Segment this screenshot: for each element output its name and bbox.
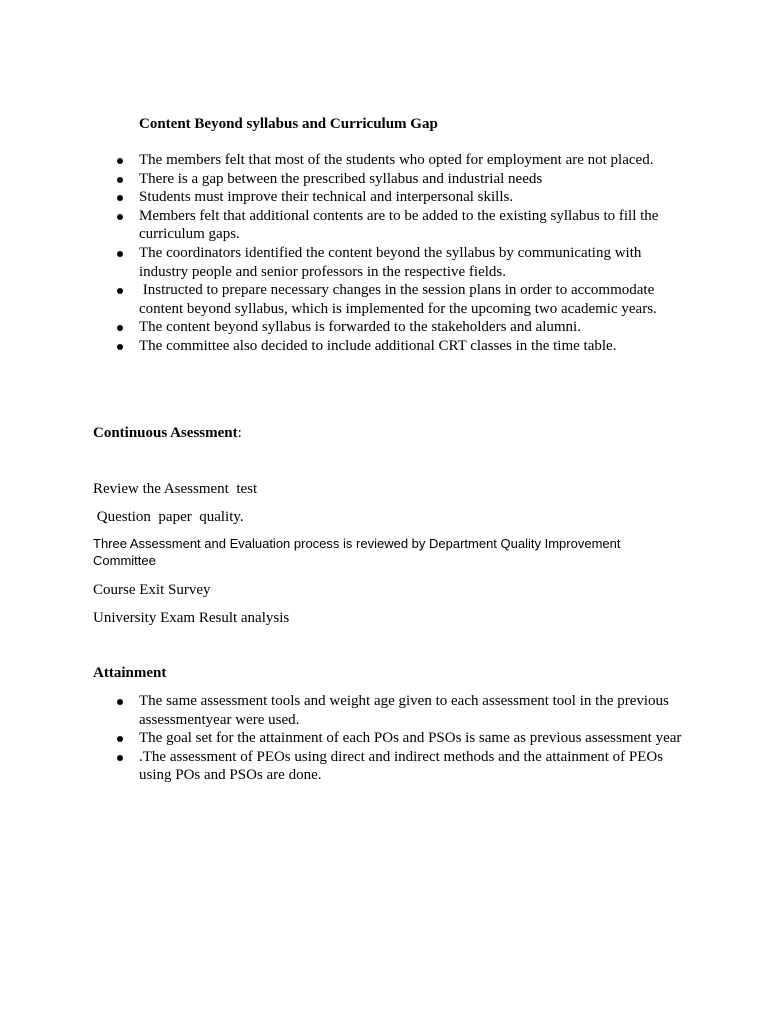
bullet-icon: [117, 214, 123, 220]
bullet-icon: [117, 195, 123, 201]
curriculum-gap-heading: Content Beyond syllabus and Curriculum Gap: [139, 116, 438, 132]
list-item: [139, 170, 684, 189]
bullet-icon: [117, 251, 123, 257]
list-item: [139, 281, 684, 318]
continuous-assessment-heading: [93, 424, 242, 442]
list-item: [139, 244, 684, 281]
continuous-assessment-title: Continuous Asessment: [93, 425, 238, 441]
list-item: [139, 207, 684, 244]
list-item-text: Students must improve their technical and interpersonal skills.: [139, 189, 514, 206]
assessment-line-question-paper: Question paper quality.: [93, 509, 244, 525]
assessment-line-review: Review the Asessment test: [93, 481, 258, 497]
list-item: [139, 318, 684, 337]
heading-colon: :: [237, 425, 242, 441]
list-item-text: Instructed to prepare necessary changes in the session plans in order to accommodate content beyond syllabus, which is implemented for the upcoming two academic years.: [139, 282, 658, 317]
bullet-icon: [117, 288, 123, 294]
bullet-icon: [117, 736, 123, 742]
bullet-icon: [117, 177, 123, 183]
bullet-icon: [117, 344, 123, 350]
list-item: [139, 692, 684, 729]
bullet-icon: [117, 755, 123, 761]
attainment-list: [139, 692, 684, 785]
bullet-icon: [117, 325, 123, 331]
list-item-text: There is a gap between the prescribed syllabus and industrial needs: [139, 170, 543, 187]
assessment-line-result-analysis: University Exam Result analysis: [93, 610, 290, 626]
list-item-text: The same assessment tools and weight age given to each assessment tool in the previous assessmentyear were used.: [139, 693, 669, 728]
assessment-line-exit-survey: Course Exit Survey: [93, 582, 211, 598]
list-item-text: The members felt that most of the students who opted for employment are not placed.: [139, 152, 654, 168]
list-item-text: .The assessment of PEOs using direct and indirect methods and the attainment of PEOs using POs and PSOs are done.: [139, 748, 664, 784]
list-item-text: Members felt that additional contents are to be added to the existing syllabus to fill the curriculum gaps.: [139, 207, 659, 243]
attainment-heading: Attainment: [93, 665, 167, 681]
bullet-icon: [117, 699, 123, 705]
list-item: [139, 337, 684, 356]
list-item-text: The committee also decided to include additional CRT classes in the time table.: [139, 337, 617, 354]
list-item-text: The goal set for the attainment of each POs and PSOs is same as previous assessment year: [139, 730, 682, 747]
list-item: [139, 748, 684, 785]
list-item: [139, 188, 684, 207]
assessment-line-dqic: Three Assessment and Evaluation process is reviewed by Department Quality Improvement Committee: [93, 536, 621, 568]
list-item: [139, 151, 684, 170]
list-item: [139, 729, 684, 748]
curriculum-gap-list: [139, 151, 684, 356]
list-item-text: The coordinators identified the content beyond the syllabus by communicating with industry people and senior professors in the respective fields.: [139, 244, 642, 280]
bullet-icon: [117, 158, 123, 164]
list-item-text: The content beyond syllabus is forwarded to the stakeholders and alumni.: [139, 319, 581, 336]
